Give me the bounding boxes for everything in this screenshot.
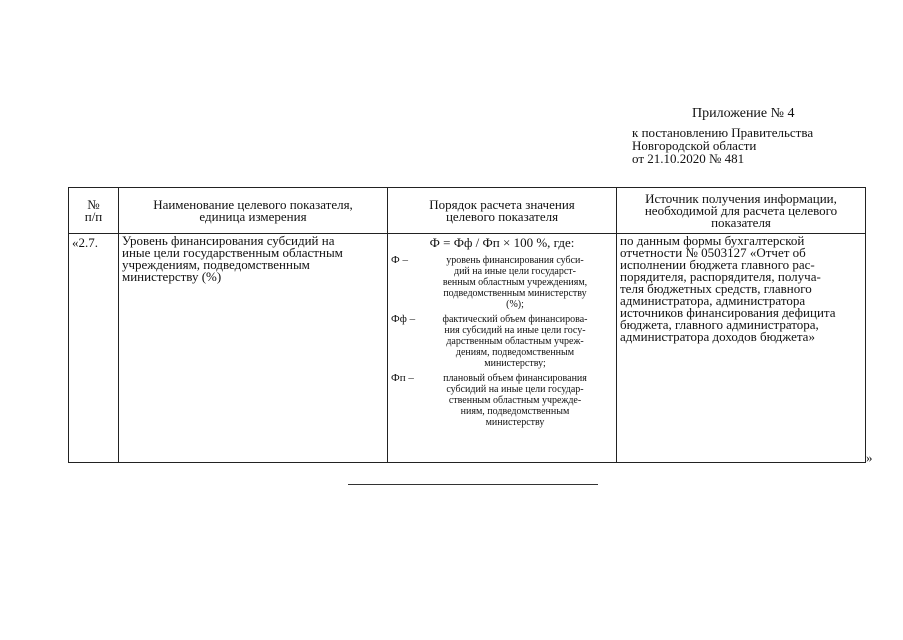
- text-line: бюджета, главного администратора,: [620, 317, 819, 332]
- text-line: фактический объем финансирова-: [442, 314, 588, 325]
- text-line: источников финансирования дефицита: [620, 305, 836, 320]
- row-number: «2.7.: [69, 234, 119, 463]
- appendix-reference-line: Новгородской области: [632, 138, 757, 153]
- text-line: по данным формы бухгалтерской: [620, 233, 805, 248]
- definition-symbol: Фф –: [391, 313, 416, 325]
- text-line: дениям, подведомственным: [455, 347, 575, 358]
- definition-symbol: Ф –: [391, 254, 408, 266]
- text-line: (%);: [506, 299, 524, 310]
- text-line: исполнении бюджета главного рас-: [620, 257, 815, 272]
- header-line: показателя: [711, 214, 771, 230]
- table-header-row: [69, 188, 866, 234]
- text-line: дарственным областным учреж-: [446, 336, 584, 347]
- header-number: [69, 188, 119, 234]
- indicator-name: [119, 234, 388, 463]
- text-line: теля бюджетных средств, главного: [620, 281, 812, 296]
- header-line: №: [87, 196, 100, 212]
- text-line: Уровень финансирования субсидий на: [122, 233, 335, 248]
- text-line: субсидий на иные цели государ-: [446, 384, 584, 395]
- text-line: ственным областным учрежде-: [448, 395, 582, 406]
- header-line: Источник получения информации,: [645, 190, 837, 206]
- header-line: целевого показателя: [445, 208, 559, 224]
- text-line: ния субсидий на иные цели госу-: [444, 325, 586, 336]
- header-line: п/п: [84, 208, 103, 224]
- text-line: подведомственным министерству: [443, 288, 587, 299]
- text-line: уровень финансирования субси-: [446, 255, 584, 266]
- text-line: дий на иные цели государст-: [453, 266, 577, 277]
- definition-symbol: Фп –: [391, 372, 414, 384]
- text-line: отчетности № 0503127 «Отчет об: [620, 245, 806, 260]
- definition-item: [391, 255, 613, 310]
- definition-item: [391, 373, 613, 428]
- text-line: венным областным учреждениям,: [442, 277, 588, 288]
- text-line: иные цели государственным областным: [122, 245, 343, 260]
- definition-text: [417, 373, 613, 428]
- divider-line: [348, 484, 598, 485]
- appendix-reference: [632, 126, 813, 165]
- appendix-title: Приложение № 4: [692, 106, 795, 121]
- appendix-reference-line: от 21.10.2020 № 481: [632, 151, 745, 166]
- appendix-reference-line: к постановлению Правительства: [632, 125, 814, 140]
- text-line: министерству (%): [122, 269, 222, 284]
- text-line: администратора, администратора: [620, 293, 806, 308]
- definition-item: [391, 314, 613, 369]
- text-line: министерству: [485, 417, 545, 428]
- text-line: ниям, подведомственным: [460, 406, 570, 417]
- definition-text: [417, 314, 613, 369]
- indicator-table: [68, 187, 866, 463]
- text-line: плановый объем финансирования: [443, 373, 587, 384]
- definition-text: [417, 255, 613, 310]
- closing-quote: »: [866, 450, 873, 465]
- formula: Ф = Фф / Фп × 100 %, где:: [429, 235, 575, 250]
- header-line: необходимой для расчета целевого: [644, 202, 838, 218]
- header-indicator-name: [119, 188, 388, 234]
- text-line: министерству;: [484, 358, 546, 369]
- text-line: учреждениям, подведомственным: [122, 257, 310, 272]
- header-source: [617, 188, 866, 234]
- table-row: [69, 234, 866, 463]
- text-line: администратора доходов бюджета»: [620, 329, 815, 344]
- text-line: порядителя, распорядителя, получа-: [620, 269, 821, 284]
- header-line: Порядок расчета значения: [429, 196, 575, 212]
- information-source: [617, 234, 866, 463]
- calculation-method: [388, 234, 617, 463]
- header-line: единица измерения: [199, 208, 307, 224]
- header-calculation: [388, 188, 617, 234]
- header-line: Наименование целевого показателя,: [153, 196, 353, 212]
